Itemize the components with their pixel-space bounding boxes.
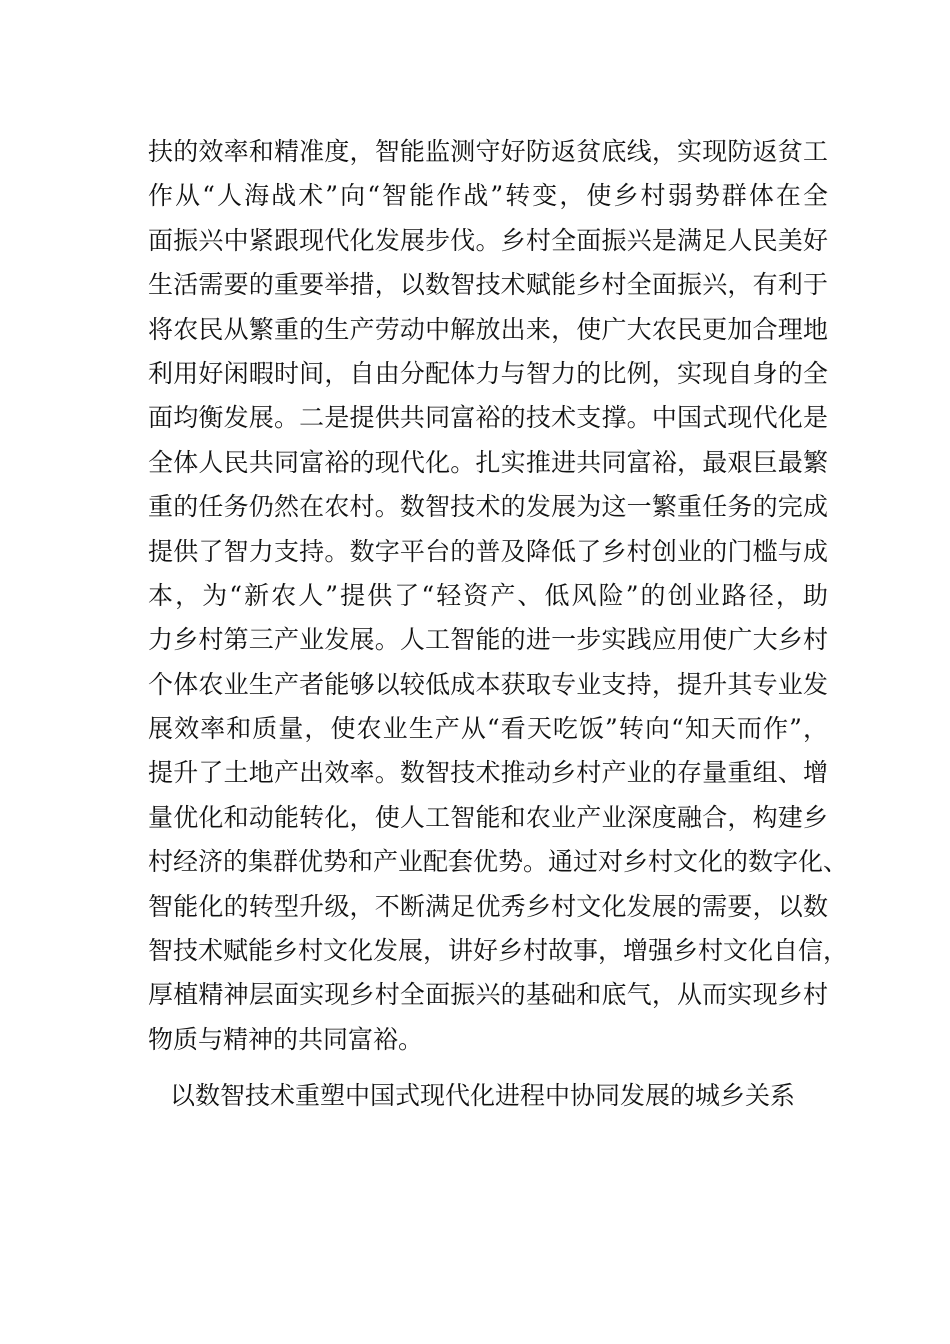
paragraph-line: 生活需要的重要举措，以数智技术赋能乡村全面振兴，有利于 (148, 270, 828, 300)
paragraph-line: 面振兴中紧跟现代化发展步伐。乡村全面振兴是满足人民美好 (148, 225, 828, 255)
paragraph-line: 力乡村第三产业发展。人工智能的进一步实践应用使广大乡村 (148, 625, 828, 655)
paragraph-line: 物质与精神的共同富裕。 (148, 1024, 424, 1054)
paragraph-line: 作从“人海战术”向“智能作战”转变，使乡村弱势群体在全 (148, 181, 828, 211)
paragraph-line: 量优化和动能转化，使人工智能和农业产业深度融合，构建乡 (148, 802, 828, 832)
paragraph-line: 提升了土地产出效率。数智技术推动乡村产业的存量重组、增 (148, 758, 828, 788)
paragraph-line: 扶的效率和精准度，智能监测守好防返贫底线，实现防返贫工 (148, 137, 828, 166)
paragraph-line: 将农民从繁重的生产劳动中解放出来，使广大农民更加合理地 (148, 314, 828, 344)
body-text (148, 130, 849, 1119)
paragraph-line: 村经济的集群优势和产业配套优势。通过对乡村文化的数字化、 (148, 847, 849, 877)
section-heading: 以数智技术重塑中国式现代化进程中协同发展的城乡关系 (170, 1081, 796, 1111)
paragraph-line: 智技术赋能乡村文化发展，讲好乡村故事，增强乡村文化自信， (148, 936, 849, 966)
paragraph-line: 全体人民共同富裕的现代化。扎实推进共同富裕，最艰巨最繁 (148, 447, 828, 477)
paragraph-line: 面均衡发展。二是提供共同富裕的技术支撑。中国式现代化是 (148, 403, 828, 433)
paragraph-line: 提供了智力支持。数字平台的普及降低了乡村创业的门槛与成 (148, 536, 828, 566)
paragraph-line: 智能化的转型升级，不断满足优秀乡村文化发展的需要，以数 (148, 891, 828, 921)
paragraph-line: 重的任务仍然在农村。数智技术的发展为这一繁重任务的完成 (148, 492, 828, 522)
paragraph-line: 利用好闲暇时间，自由分配体力与智力的比例，实现自身的全 (148, 358, 828, 388)
paragraph-line: 厚植精神层面实现乡村全面振兴的基础和底气，从而实现乡村 (148, 980, 828, 1010)
paragraph-line: 展效率和质量，使农业生产从“看天吃饭”转向“知天而作”， (148, 714, 828, 744)
paragraph-line: 本，为“新农人”提供了“轻资产、低风险”的创业路径，助 (148, 580, 828, 610)
paragraph-line: 个体农业生产者能够以较低成本获取专业支持，提升其专业发 (148, 669, 828, 699)
